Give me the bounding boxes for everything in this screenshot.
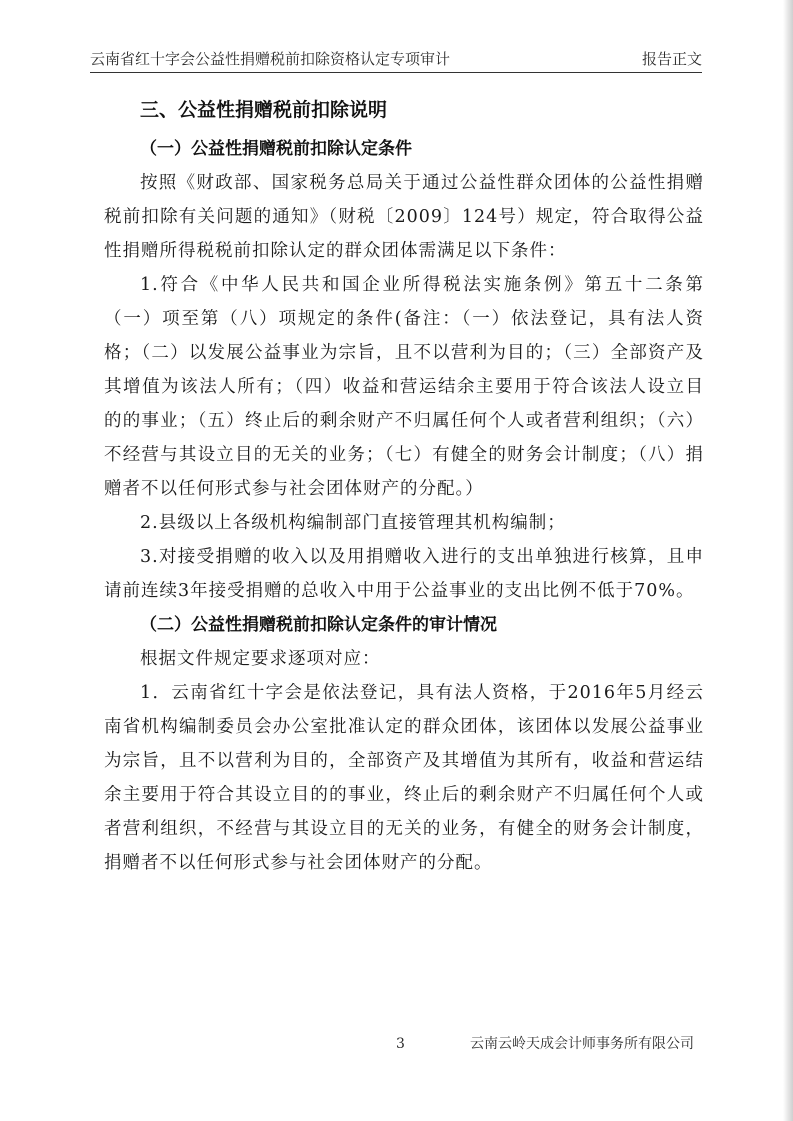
header-title: 云南省红十字会公益性捐赠税前扣除资格认定专项审计 (90, 50, 451, 68)
firm-name: 云南云岭天成会计师事务所有限公司 (470, 1036, 694, 1052)
page-header (90, 46, 702, 73)
subsection-heading-1: （一）公益性捐赠税前扣除认定条件 (140, 139, 412, 159)
page-number: 3 (396, 1036, 405, 1052)
section-heading: 三、公益性捐赠税前扣除说明 (140, 99, 388, 121)
subsection-2-intro: 根据文件规定要求逐项对应： (140, 649, 381, 669)
audit-item-1: 1．云南省红十字会是依法登记，具有法人资格，于2016年5月经云南省机构编制委员会办公室批准认定的群众团体，该团体以发展公益事业为宗旨，且不以营利为目的，全部资产及其增值为其所有，收益和营运结余主要用于符合其设立目的的事业，终止后的剩余财产不归属任何个人或者营利组织，不经营与其设立目的无关的业务，有健全的财务会计制度，捐赠者不以任何形式参与社会团体财产的分配。 (104, 683, 704, 873)
header-label: 报告正文 (641, 50, 702, 68)
subsection-heading-2: （二）公益性捐赠税前扣除认定条件的审计情况 (140, 615, 497, 635)
condition-item-1: 1.符合《中华人民共和国企业所得税法实施条例》第五十二条第（一）项至第（八）项规定的条件(备注：（一）依法登记，具有法人资格；（二）以发展公益事业为宗旨，且不以营利为目的；（三）全部资产及其增值为该法人所有；（四）收益和营运结余主要用于符合该法人设立目的的事业；（五）终止后的剩余财产不归属任何个人或者营利组织；（六）不经营与其设立目的无关的业务；（七）有健全的财务会计制度；（八）捐赠者不以任何形式参与社会团体财产的分配。） (104, 275, 704, 499)
document-body (104, 88, 704, 880)
scan-edge-shadow (783, 0, 793, 1121)
condition-item-2: 2.县级以上各级机构编制部门直接管理其机构编制； (140, 513, 566, 533)
condition-item-3: 3.对接受捐赠的收入以及用捐赠收入进行的支出单独进行核算，且申请前连续3年接受捐赠的总收入中用于公益事业的支出比例不低于70%。 (104, 547, 704, 601)
page-footer (90, 1032, 702, 1056)
subsection-1-intro: 按照《财政部、国家税务总局关于通过公益性群众团体的公益性捐赠税前扣除有关问题的通知》（财税〔2009〕124号）规定，符合取得公益性捐赠所得税税前扣除认定的群众团体需满足以下条件： (104, 173, 704, 261)
